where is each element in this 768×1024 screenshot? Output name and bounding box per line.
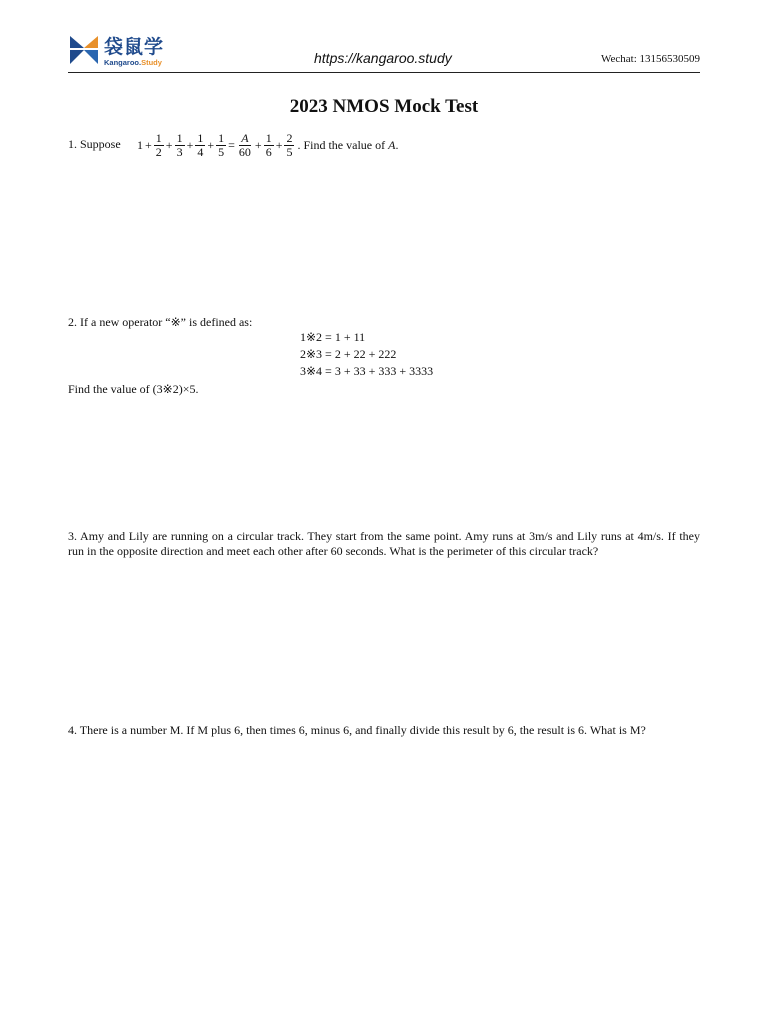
logo-english-text: Kangaroo.Study [104,58,162,67]
operator-example-2: 2※3 = 2 + 22 + 222 [300,347,397,361]
question-1 [68,130,700,160]
question-1-tail: . Find the value of A. [297,137,399,152]
fraction-one-half: $\frac{1}{2}$ [155,130,162,159]
fraction-one-fourth: $\frac{1}{4}$ [197,130,204,159]
operator-example-3: 3※4 = 3 + 33 + 333 + 3333 [300,364,434,378]
fraction-two-fifths: $\frac{2}{5}$ [286,130,293,159]
wechat-contact: Wechat: 13156530509 [600,53,700,65]
question-1-equation: 1 + $\frac{1}{2}$ + $\frac{1}{3}$ + $\frac{1}{4}$ + $\frac{1}{5}$ = $\frac{A}{60}$ + $\frac{1}{6}$ + $\frac{2}{5}$ . Find the value of A. [137,130,399,159]
question-2-prompt: Find the value of (3※2)×5. [68,382,199,396]
page-title: 2023 NMOS Mock Test [289,96,479,117]
question-1-lead: 1. Suppose [68,137,121,151]
site-url-link[interactable]: https://kangaroo.study [314,50,452,66]
operator-example-1: 1※2 = 1 + 11 [300,330,366,344]
question-2: 2. If a new operator “※” is defined as: [68,315,253,329]
fraction-one-third: $\frac{1}{3}$ [176,130,183,159]
question-4: 4. There is a number M. If M plus 6, then times 6, minus 6, and finally divide this result by 6, the result is 6. What is M? [68,723,646,737]
fraction-a-over-60: $\frac{A}{60}$ [238,130,251,159]
logo-chinese-text: 袋鼠学 [104,36,165,58]
fraction-one-sixth: $\frac{1}{6}$ [265,130,272,159]
kangaroo-logo-icon [68,34,100,66]
fraction-one-fifth: $\frac{1}{5}$ [218,130,225,159]
kangaroo-logo [68,32,178,68]
question-3: 3. Amy and Lily are running on a circular track. They start from the same point. Amy runs at 3m/s and Lily runs at 4m/s. If they run in the opposite direction and meet each other after 60 seconds. What is the perimeter of this circular track? [68,529,700,558]
page-header [68,30,700,73]
